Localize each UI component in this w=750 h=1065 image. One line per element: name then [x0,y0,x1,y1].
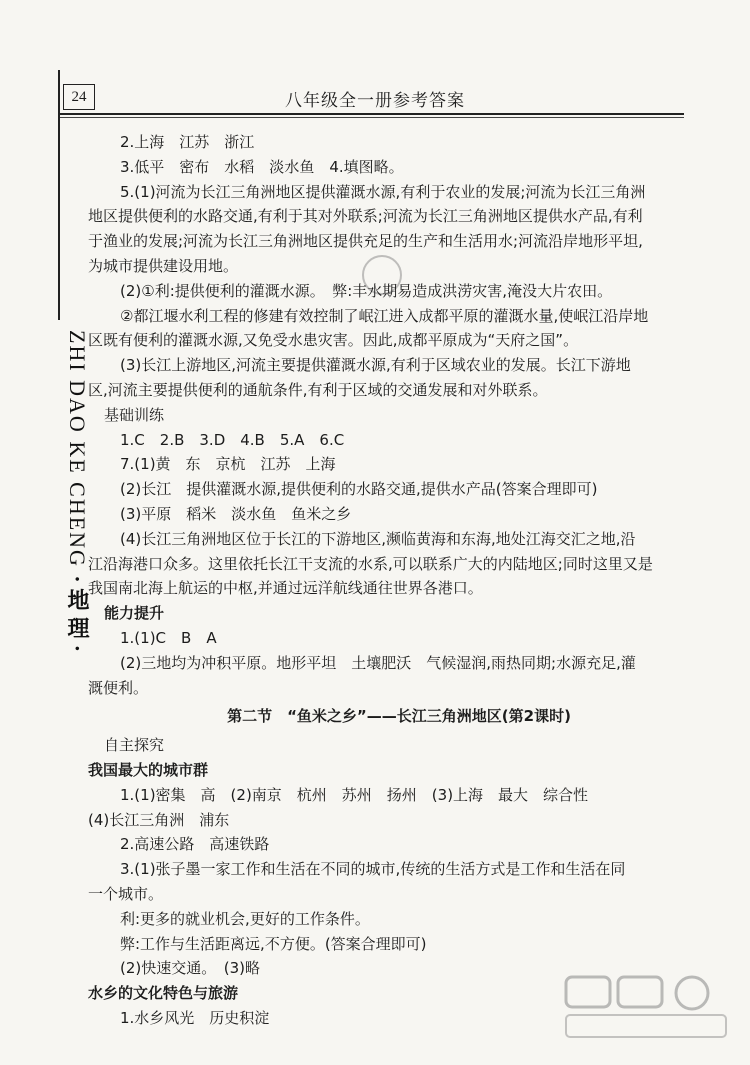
page-number: 24 [63,84,95,110]
content-line: (3)平原 稻米 淡水鱼 鱼米之乡 [120,504,352,523]
content-line: 2.高速公路 高速铁路 [120,835,270,854]
content-line: 一个城市。 [88,884,164,903]
content-line: (2)长江 提供灌溉水源,提供便利的水路交通,提供水产品(答案合理即可) [120,480,598,499]
content-line: (2)快速交通。 (3)略 [120,959,260,978]
content-line: 地区提供便利的水路交通,有利于其对外联系;河流为长江三角洲地区提供水产品,有利 [88,207,643,226]
side-title-latin: ZHI DAO KE CHENG [65,330,90,568]
content-line: 3.低平 密布 水稻 淡水鱼 4.填图略。 [120,157,404,176]
content-line: 2.上海 江苏 浙江 [120,133,255,151]
content-line: 我国最大的城市群 [88,760,209,779]
content-line: (2)①利:提供便利的灌溉水源。 弊:丰水期易造成洪涝灾害,淹没大片农田。 [120,281,613,300]
header-rule [58,113,684,115]
content-line: (3)长江上游地区,河流主要提供灌溉水源,有利于区域农业的发展。长江下游地 [120,356,631,375]
content-line: 我国南北海上航运的中枢,并通过远洋航线通往世界各港口。 [88,579,483,598]
content-line: 水乡的文化特色与旅游 [88,984,239,1003]
content-line: ②都江堰水利工程的修建有效控制了岷江进入成都平原的灌溉水量,使岷江沿岸地 [120,306,649,325]
content-line: 基础训练 [104,405,165,424]
content-line: 利:更多的就业机会,更好的工作条件。 [120,909,370,928]
content-line: 弊:工作与生活距离远,不方便。(答案合理即可) [120,934,427,953]
content-line: 区既有便利的灌溉水源,又免受水患灾害。因此,成都平原成为“天府之国”。 [88,331,579,350]
content-line: 3.(1)张子墨一家工作和生活在不同的城市,传统的生活方式是工作和生活在同 [120,860,626,879]
watermark-logo [562,973,732,1043]
answer-content [88,130,680,1031]
left-border-rule [58,70,60,320]
content-line: 7.(1)黄 东 京杭 江苏 上海 [120,455,336,474]
content-line: (4)长江三角洲 浦东 [88,810,230,829]
content-line: 于渔业的发展;河流为长江三角洲地区提供充足的生产和生活用水;河流沿岸地形平坦, [88,232,643,251]
content-line: 溉便利。 [88,678,149,697]
side-title-subject: ·地理· [65,575,90,659]
content-line: (4)长江三角洲地区位于长江的下游地区,濒临黄海和东海,地处江海交汇之地,沿 [120,529,636,548]
content-line: 5.(1)河流为长江三角洲地区提供灌溉水源,有利于农业的发展;河流为长江三角洲 [120,182,646,201]
content-line: 1.(1)C B A [120,628,217,647]
content-line: (2)三地均为冲积平原。地形平坦 土壤肥沃 气候湿润,雨热同期;水源充足,灌 [120,653,636,672]
content-line: 能力提升 [104,604,165,623]
content-line: 1.C 2.B 3.D 4.B 5.A 6.C [120,430,345,449]
content-line: 1.(1)密集 高 (2)南京 杭州 苏州 扬州 (3)上海 最大 综合性 [120,785,589,804]
header-title: 八年级全一册参考答案 [285,91,465,111]
content-line: 自主探究 [104,736,165,755]
header-rule-thin [58,117,684,118]
content-line: 1.水乡风光 历史积淀 [120,1008,270,1027]
content-line: 第二节 “鱼米之乡”——长江三角洲地区(第2课时) [227,707,571,726]
content-line: 为城市提供建设用地。 [88,256,239,275]
content-line: 区,河流主要提供便利的通航条件,有利于区域的交通发展和对外联系。 [88,380,548,399]
content-line: 江沿海港口众多。这里依托长江干支流的水系,可以联系广大的内陆地区;同时这里又是 [88,554,653,573]
